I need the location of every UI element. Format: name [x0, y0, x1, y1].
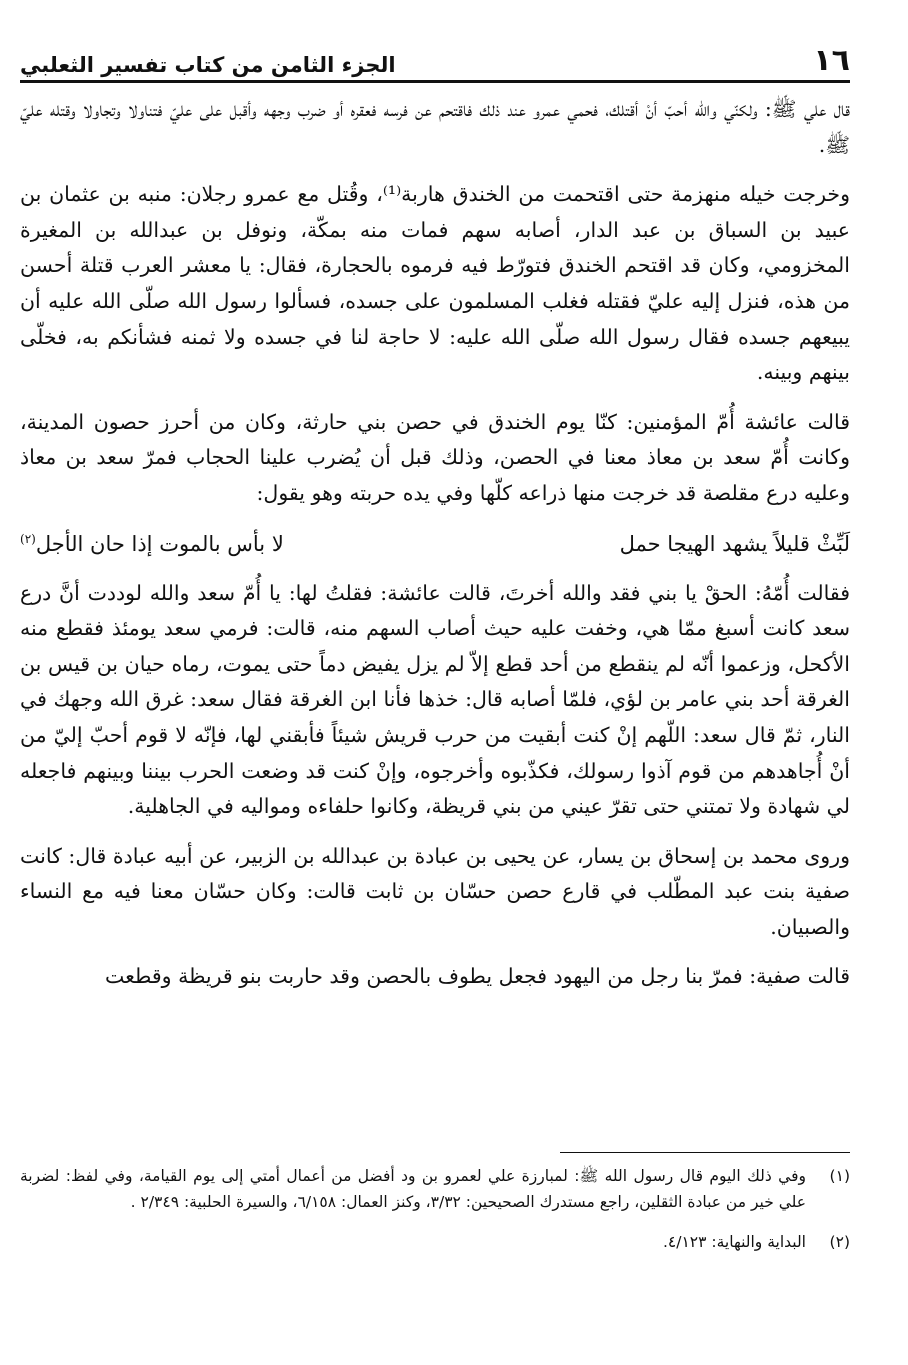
verse-second-hemistich-wrap: [20, 526, 284, 562]
footnote-text: وفي ذلك اليوم قال رسول الله ﷺ: لمبارزة علي لعمرو بن ود أفضل من أعمال أمتي إلى يوم القيامة، وفي لفظ: لضربة علي خير من عبادة الثقلين، راجع مستدرك الصحيحين: ٣/٣٢، وكنز العمال: ٦/١٥٨، والسيرة الحلبية: ٢/٣٤٩ .: [20, 1167, 806, 1211]
footnote-divider: [560, 1152, 850, 1153]
footnote: [20, 1163, 850, 1215]
paragraph: وخرجت خيله منهزمة حتى اقتحمت من الخندق هاربة⁽¹⁾، وقُتل مع عمرو رجلان: منبه بن عثمان بن عبيد بن السباق بن عبد الدار، أصابه سهم فمات منه بمكّة، ونوفل بن عبدالله بن المغيرة المخزومي، وكان قد اقتحم الخندق فتورّط فيه فرموه بالحجارة، فقال: يا معشر العرب قتلة أحسن من هذه، فنزل إليه عليّ فقتله فغلب المسلمون على جسده، فسألوا رسول الله صلّى الله عليه أن يبيعهم جسده فقال رسول الله صلّى الله عليه: لا حاجة لنا في جسده ولا ثمنه فشأنكم به، فخلّى بينهم وبينه.: [20, 182, 850, 385]
verse-first-hemistich: لَبِّثْ قليلاً يشهد الهيجا حمل: [619, 531, 850, 556]
footnote-text: البداية والنهاية: ٤/١٢٣.: [662, 1233, 806, 1251]
footnote-number: (٢): [829, 1233, 850, 1251]
page-number: ١٦: [813, 43, 850, 78]
footnote-number: (١): [829, 1167, 850, 1185]
footnote-reference: (٢): [20, 531, 36, 546]
page-header: [20, 28, 850, 83]
poetry-verse: [20, 526, 850, 562]
main-text: [20, 92, 850, 1009]
paragraph: قال علي ﷺ: ولكنّي والله أحبّ أنْ أقتلك، فحمي عمرو عند ذلك فاقتحم عن فرسه فعقره أو ضرب وجهه وأقبل على عليّ فتناولا وتجاولا وقتله عليّ ﷺ.: [20, 97, 850, 157]
paragraph: فقالت أُمّهُ: الحقْ يا بني فقد والله أخرتَ، قالت عائشة: فقلتُ لها: يا أُمّ سعد والله لوددت أنَّ درع سعد كانت أسبغ ممّا هي، وخفت عليه حيث أصاب السهم منه، قالت: فرمي سعد يومئذ فقطع منه الأكحل، وزعموا أنّه لم ينقطع من أحد قطع إلاّ لم يزل يفيض دماً حتى يموت، رماه حيان بن قيس بن الغرقة أحد بني عامر بن لؤي، فلمّا أصابه قال: خذها فأنا ابن الغرقة فقال سعد: غرق الله وجهك في النار، ثمّ قال سعد: اللّهم إنْ كنت أبقيت من حرب قريش شيئاً فأبقني لها، فإنّه لا قوم أحبّ إليّ من أنْ أُجاهدهم من قوم آذوا رسولك، فكذّبوه وأخرجوه، وإنْ كنت قد وضعت الحرب بيننا وبينهم فاجعله لي شهادة ولا تمتني حتى تقرّ عيني من بني قريظة، وكانوا حلفاءه ومواليه في الجاهلية.: [20, 580, 850, 819]
verse-second-hemistich: لا بأس بالموت إذا حان الأجل: [35, 531, 284, 556]
paragraph: وروى محمد بن إسحاق بن يسار، عن يحيى بن عبادة بن عبدالله بن الزبير، عن أبيه عبادة قال: كانت صفية بنت عبد المطّلب في قارع حصن حسّان بن ثابت قالت: وكان حسّان معنا فيه مع النساء والصبيان.: [20, 843, 850, 939]
paragraph: قالت صفية: فمرّ بنا رجل من اليهود فجعل يطوف بالحصن وقد حاربت بنو قريظة وقطعت: [105, 964, 850, 989]
footnotes-section: [20, 1152, 850, 1269]
footnote: [20, 1229, 850, 1255]
paragraph: قالت عائشة أُمّ المؤمنين: كنّا يوم الخندق في حصن بني حارثة، وكان من أحرز حصون المدينة، وكانت أُمّ سعد بن معاذ معنا في الحصن، وذلك قبل أن يُضرب علينا الحجاب فمرّ سعد بن معاذ وعليه درع مقلصة قد خرجت منها ذراعه كلّها وفي يده حربته وهو يقول:: [20, 409, 850, 505]
running-title: الجزء الثامن من كتاب تفسير الثعلبي: [20, 53, 396, 77]
